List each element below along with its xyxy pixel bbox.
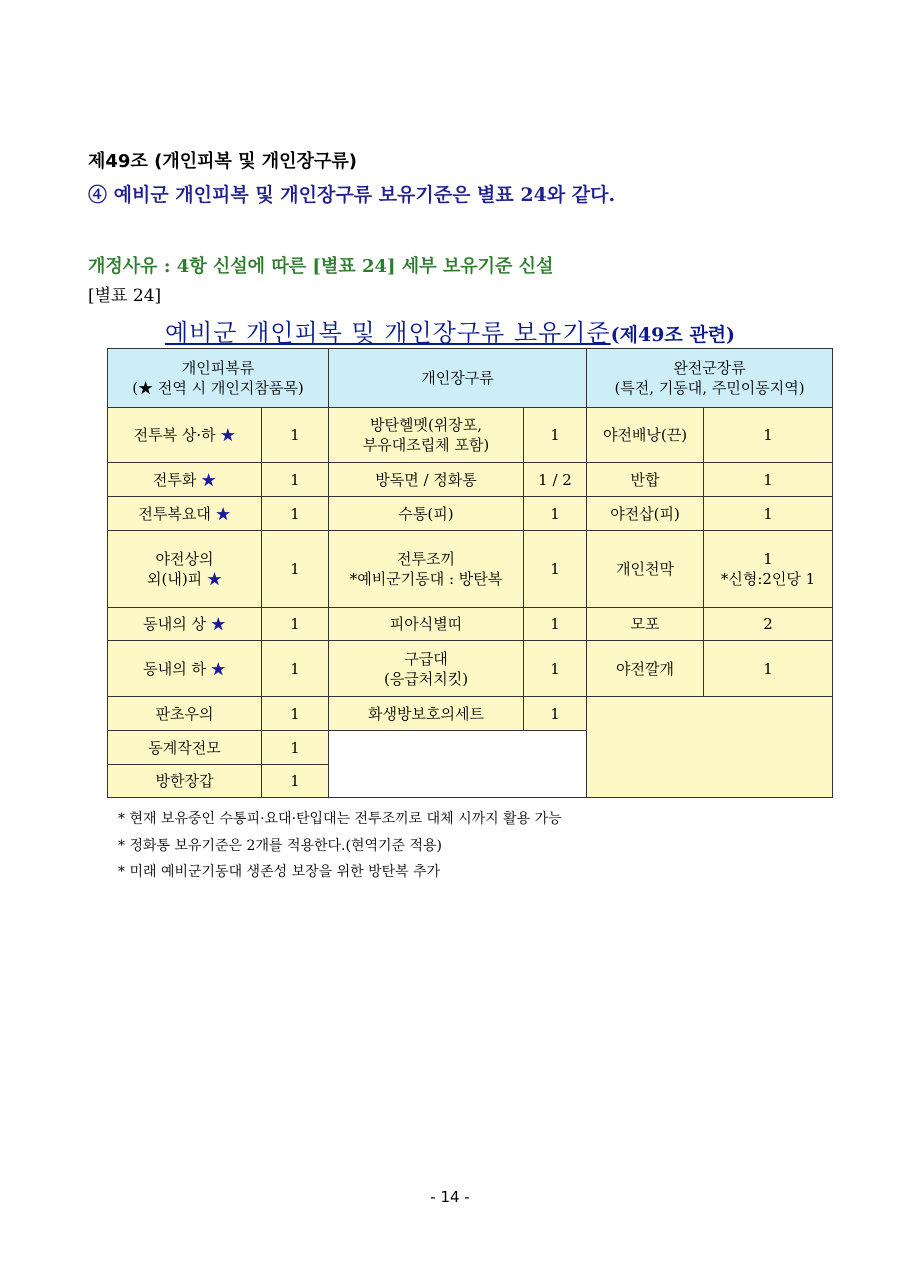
field-item: 반합 (587, 463, 704, 497)
star-icon: ★ (206, 570, 222, 588)
clothing-qty: 1 (262, 497, 329, 531)
field-qty: 1 (704, 463, 833, 497)
clothing-qty: 1 (262, 697, 329, 731)
field-qty: 1 (704, 408, 833, 463)
clothing-qty: 1 (262, 531, 329, 608)
empty-cell (587, 697, 833, 798)
star-icon: ★ (201, 470, 217, 489)
header-field-pack: 완전군장류 (특전, 기동대, 주민이동지역) (587, 349, 833, 408)
table-row (108, 531, 833, 608)
field-item: 야전깔개 (587, 641, 704, 697)
gear-item: 전투조끼 *예비군기동대 : 방탄복 (329, 531, 524, 608)
gear-item: 방독면 / 정화통 (329, 463, 524, 497)
field-qty: 1 (704, 641, 833, 697)
blank-cell (329, 731, 587, 798)
header-gear: 개인장구류 (329, 349, 587, 408)
gear-item: 피아식별띠 (329, 608, 524, 641)
clothing-qty: 1 (262, 731, 329, 765)
table-row (108, 641, 833, 697)
gear-qty: 1 (524, 697, 587, 731)
field-item: 야전배낭(끈) (587, 408, 704, 463)
table-row (108, 497, 833, 531)
clothing-item: 전투복 상·하 ★ (108, 408, 262, 463)
field-item: 모포 (587, 608, 704, 641)
star-icon: ★ (210, 659, 226, 678)
gear-qty: 1 (524, 641, 587, 697)
clothing-item: 판초우의 (108, 697, 262, 731)
article-title: 제49조 (개인피복 및 개인장구류) (88, 151, 357, 172)
gear-qty: 1 (524, 531, 587, 608)
clothing-item: 전투화 ★ (108, 463, 262, 497)
gear-qty: 1 (524, 497, 587, 531)
field-qty: 2 (704, 608, 833, 641)
clause-text: ④ 예비군 개인피복 및 개인장구류 보유기준은 별표 24와 같다. (88, 184, 616, 206)
clothing-item: 동계작전모 (108, 731, 262, 765)
gear-qty: 1 / 2 (524, 463, 587, 497)
table-row (108, 608, 833, 641)
clothing-item: 전투복요대 ★ (108, 497, 262, 531)
gear-item: 방탄헬멧(위장포, 부유대조립체 포함) (329, 408, 524, 463)
clothing-item: 동내의 하 ★ (108, 641, 262, 697)
header-clothing: 개인피복류 (★ 전역 시 개인지참품목) (108, 349, 329, 408)
table-row (108, 697, 833, 731)
field-qty: 1 (704, 497, 833, 531)
field-qty: 1 *신형:2인당 1 (704, 531, 833, 608)
clothing-item: 동내의 상 ★ (108, 608, 262, 641)
amendment-reason: 개정사유 : 4항 신설에 따른 [별표 24] 세부 보유기준 신설 (88, 256, 554, 277)
clothing-item: 방한장갑 (108, 765, 262, 798)
gear-item: 화생방보호의세트 (329, 697, 524, 731)
field-item: 개인천막 (587, 531, 704, 608)
clothing-qty: 1 (262, 641, 329, 697)
note-3: * 미래 예비군기동대 생존성 보장을 위한 방탄복 추가 (118, 864, 441, 880)
note-1: * 현재 보유중인 수통피·요대·탄입대는 전투조끼로 대체 시까지 활용 가능 (118, 811, 562, 827)
gear-qty: 1 (524, 608, 587, 641)
star-icon: ★ (220, 426, 236, 444)
star-icon: ★ (210, 615, 226, 633)
clothing-qty: 1 (262, 408, 329, 463)
clothing-qty: 1 (262, 608, 329, 641)
gear-qty: 1 (524, 408, 587, 463)
note-2: * 정화통 보유기준은 2개를 적용한다.(현역기준 적용) (118, 838, 443, 854)
gear-item: 수통(피) (329, 497, 524, 531)
field-item: 야전삽(피) (587, 497, 704, 531)
clothing-qty: 1 (262, 765, 329, 798)
table-title (0, 313, 900, 348)
table-row (108, 408, 833, 463)
page-number: - 14 - (430, 1188, 470, 1206)
star-icon: ★ (215, 504, 231, 523)
clothing-qty: 1 (262, 463, 329, 497)
table-row (108, 463, 833, 497)
standards-table (107, 348, 833, 798)
table-title-sub: (제49조 관련) (610, 324, 736, 346)
table-title-main: 예비군 개인피복 및 개인장구류 보유기준 (164, 319, 611, 347)
annex-label: [별표 24] (88, 286, 162, 306)
table-header-row (108, 349, 833, 408)
gear-item: 구급대 (응급처치킷) (329, 641, 524, 697)
clothing-item: 야전상의 외(내)피 ★ (108, 531, 262, 608)
